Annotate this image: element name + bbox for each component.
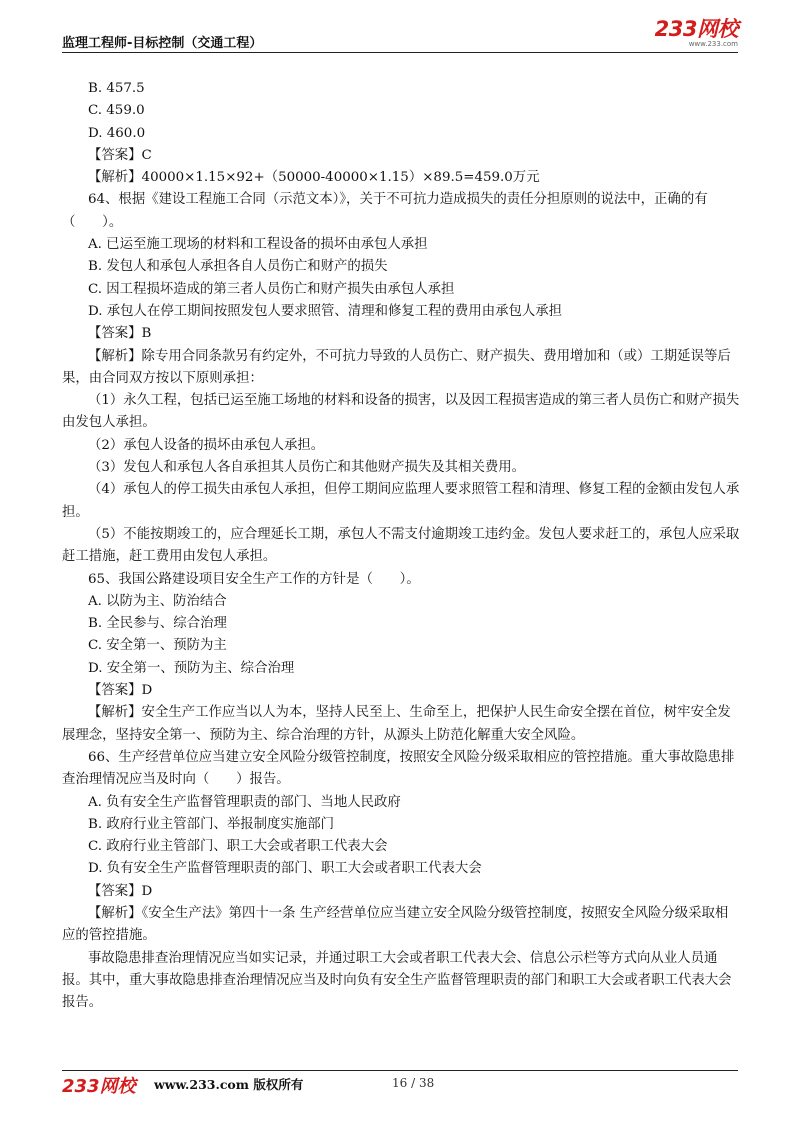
text-line: 【解析】40000×1.15×92+（50000-40000×1.15）×89.5=459.0万元 xyxy=(88,170,540,186)
footer-copyright: www.233.com 版权所有 xyxy=(154,1077,304,1092)
text-line: （3）发包人和承包人各自承担其人员伤亡和其他财产损失及其相关费用。 xyxy=(88,460,526,476)
footer-logo: 233网校 xyxy=(62,1076,136,1097)
text-line: 66、生产经营单位应当建立安全风险分级管控制度，按照安全风险分级采取相应的管控措施。重大事故隐患排查治理情况应当及时向（ ）报告。 xyxy=(62,749,735,788)
text-line: （5）不能按期竣工的，应合理延长工期，承包人不需支付逾期竣工违约金。发包人要求赶工的，承包人应采取赶工措施，赶工费用由发包人承担。 xyxy=(62,526,740,565)
text-line: B. 发包人和承包人承担各自人员伤亡和财产的损失 xyxy=(88,259,388,275)
text-line: A. 以防为主、防治结合 xyxy=(88,593,227,609)
text-line: D. 460.0 xyxy=(88,125,146,141)
document-body xyxy=(62,78,740,1014)
logo-url: www.233.com xyxy=(688,40,738,48)
text-line: C. 安全第一、预防为主 xyxy=(88,638,227,654)
text-line: （2）承包人设备的损坏由承包人承担。 xyxy=(88,437,325,453)
text-line: D. 承包人在停工期间按照发包人要求照管、清理和修复工程的费用由承包人承担 xyxy=(88,303,563,319)
text-line: 【答案】C xyxy=(88,147,152,163)
text-line: 【答案】B xyxy=(88,326,152,342)
text-line: 【解析】除专用合同条款另有约定外，不可抗力导致的人员伤亡、财产损失、费用增加和（或）工期延误等后果，由合同双方按以下原则承担： xyxy=(62,348,731,386)
page-footer xyxy=(62,1070,738,1095)
logo-text: 233网校 xyxy=(654,17,738,41)
text-line: 【答案】D xyxy=(88,883,153,899)
text-line: B. 457.5 xyxy=(88,81,145,96)
brand-logo xyxy=(655,18,738,48)
text-line: 【解析】安全生产工作应当以人为本，坚持人民至上、生命至上，把保护人民生命安全摆在首位，树牢安全发展理念，坚持安全第一、预防为主、综合治理的方针，从源头上防范化解重大安全风险。 xyxy=(62,705,731,743)
page-header xyxy=(62,17,738,53)
text-line: 事故隐患排查治理情况应当如实记录，并通过职工大会或者职工代表大会、信息公示栏等方式向从业人员通报。其中，重大事故隐患排查治理情况应当及时向负有安全生产监督管理职责的部门和职工大会或者职工代表大会报告。 xyxy=(62,950,732,1011)
text-line: D. 安全第一、预防为主、综合治理 xyxy=(88,660,295,676)
text-line: 65、我国公路建设项目安全生产工作的方针是（ ）。 xyxy=(88,571,420,587)
text-line: C. 因工程损坏造成的第三者人员伤亡和财产损失由承包人承担 xyxy=(88,281,455,297)
text-line: 64、根据《建设工程施工合同（示范文本）》，关于不可抗力造成损失的责任分担原则的说法中，正确的有（ ）。 xyxy=(62,192,708,230)
text-line: B. 政府行业主管部门、举报制度实施部门 xyxy=(88,816,334,832)
document-title: 监理工程师-目标控制（交通工程） xyxy=(62,36,263,51)
text-line: C. 政府行业主管部门、职工大会或者职工代表大会 xyxy=(88,839,388,855)
text-line: 【答案】D xyxy=(88,683,153,699)
text-line: 【解析】《安全生产法》第四十一条 生产经营单位应当建立安全风险分级管控制度，按照安全风险分级采取相应的管控措施。 xyxy=(62,905,729,944)
text-line: B. 全民参与、综合治理 xyxy=(88,616,227,632)
text-line: C. 459.0 xyxy=(88,103,145,119)
page-number: 16 / 38 xyxy=(392,1076,435,1090)
text-line: A. 已运至施工现场的材料和工程设备的损坏由承包人承担 xyxy=(88,237,428,253)
text-line: （4）承包人的停工损失由承包人承担，但停工期间应监理人要求照管工程和清理、修复工程的金额由发包人承担。 xyxy=(62,482,740,520)
text-line: A. 负有安全生产监督管理职责的部门、当地人民政府 xyxy=(88,794,401,810)
text-line: D. 负有安全生产监督管理职责的部门、职工大会或者职工代表大会 xyxy=(88,861,482,877)
text-line: （1）永久工程，包括已运至施工场地的材料和设备的损害，以及因工程损害造成的第三者人员伤亡和财产损失由发包人承担。 xyxy=(62,393,740,431)
